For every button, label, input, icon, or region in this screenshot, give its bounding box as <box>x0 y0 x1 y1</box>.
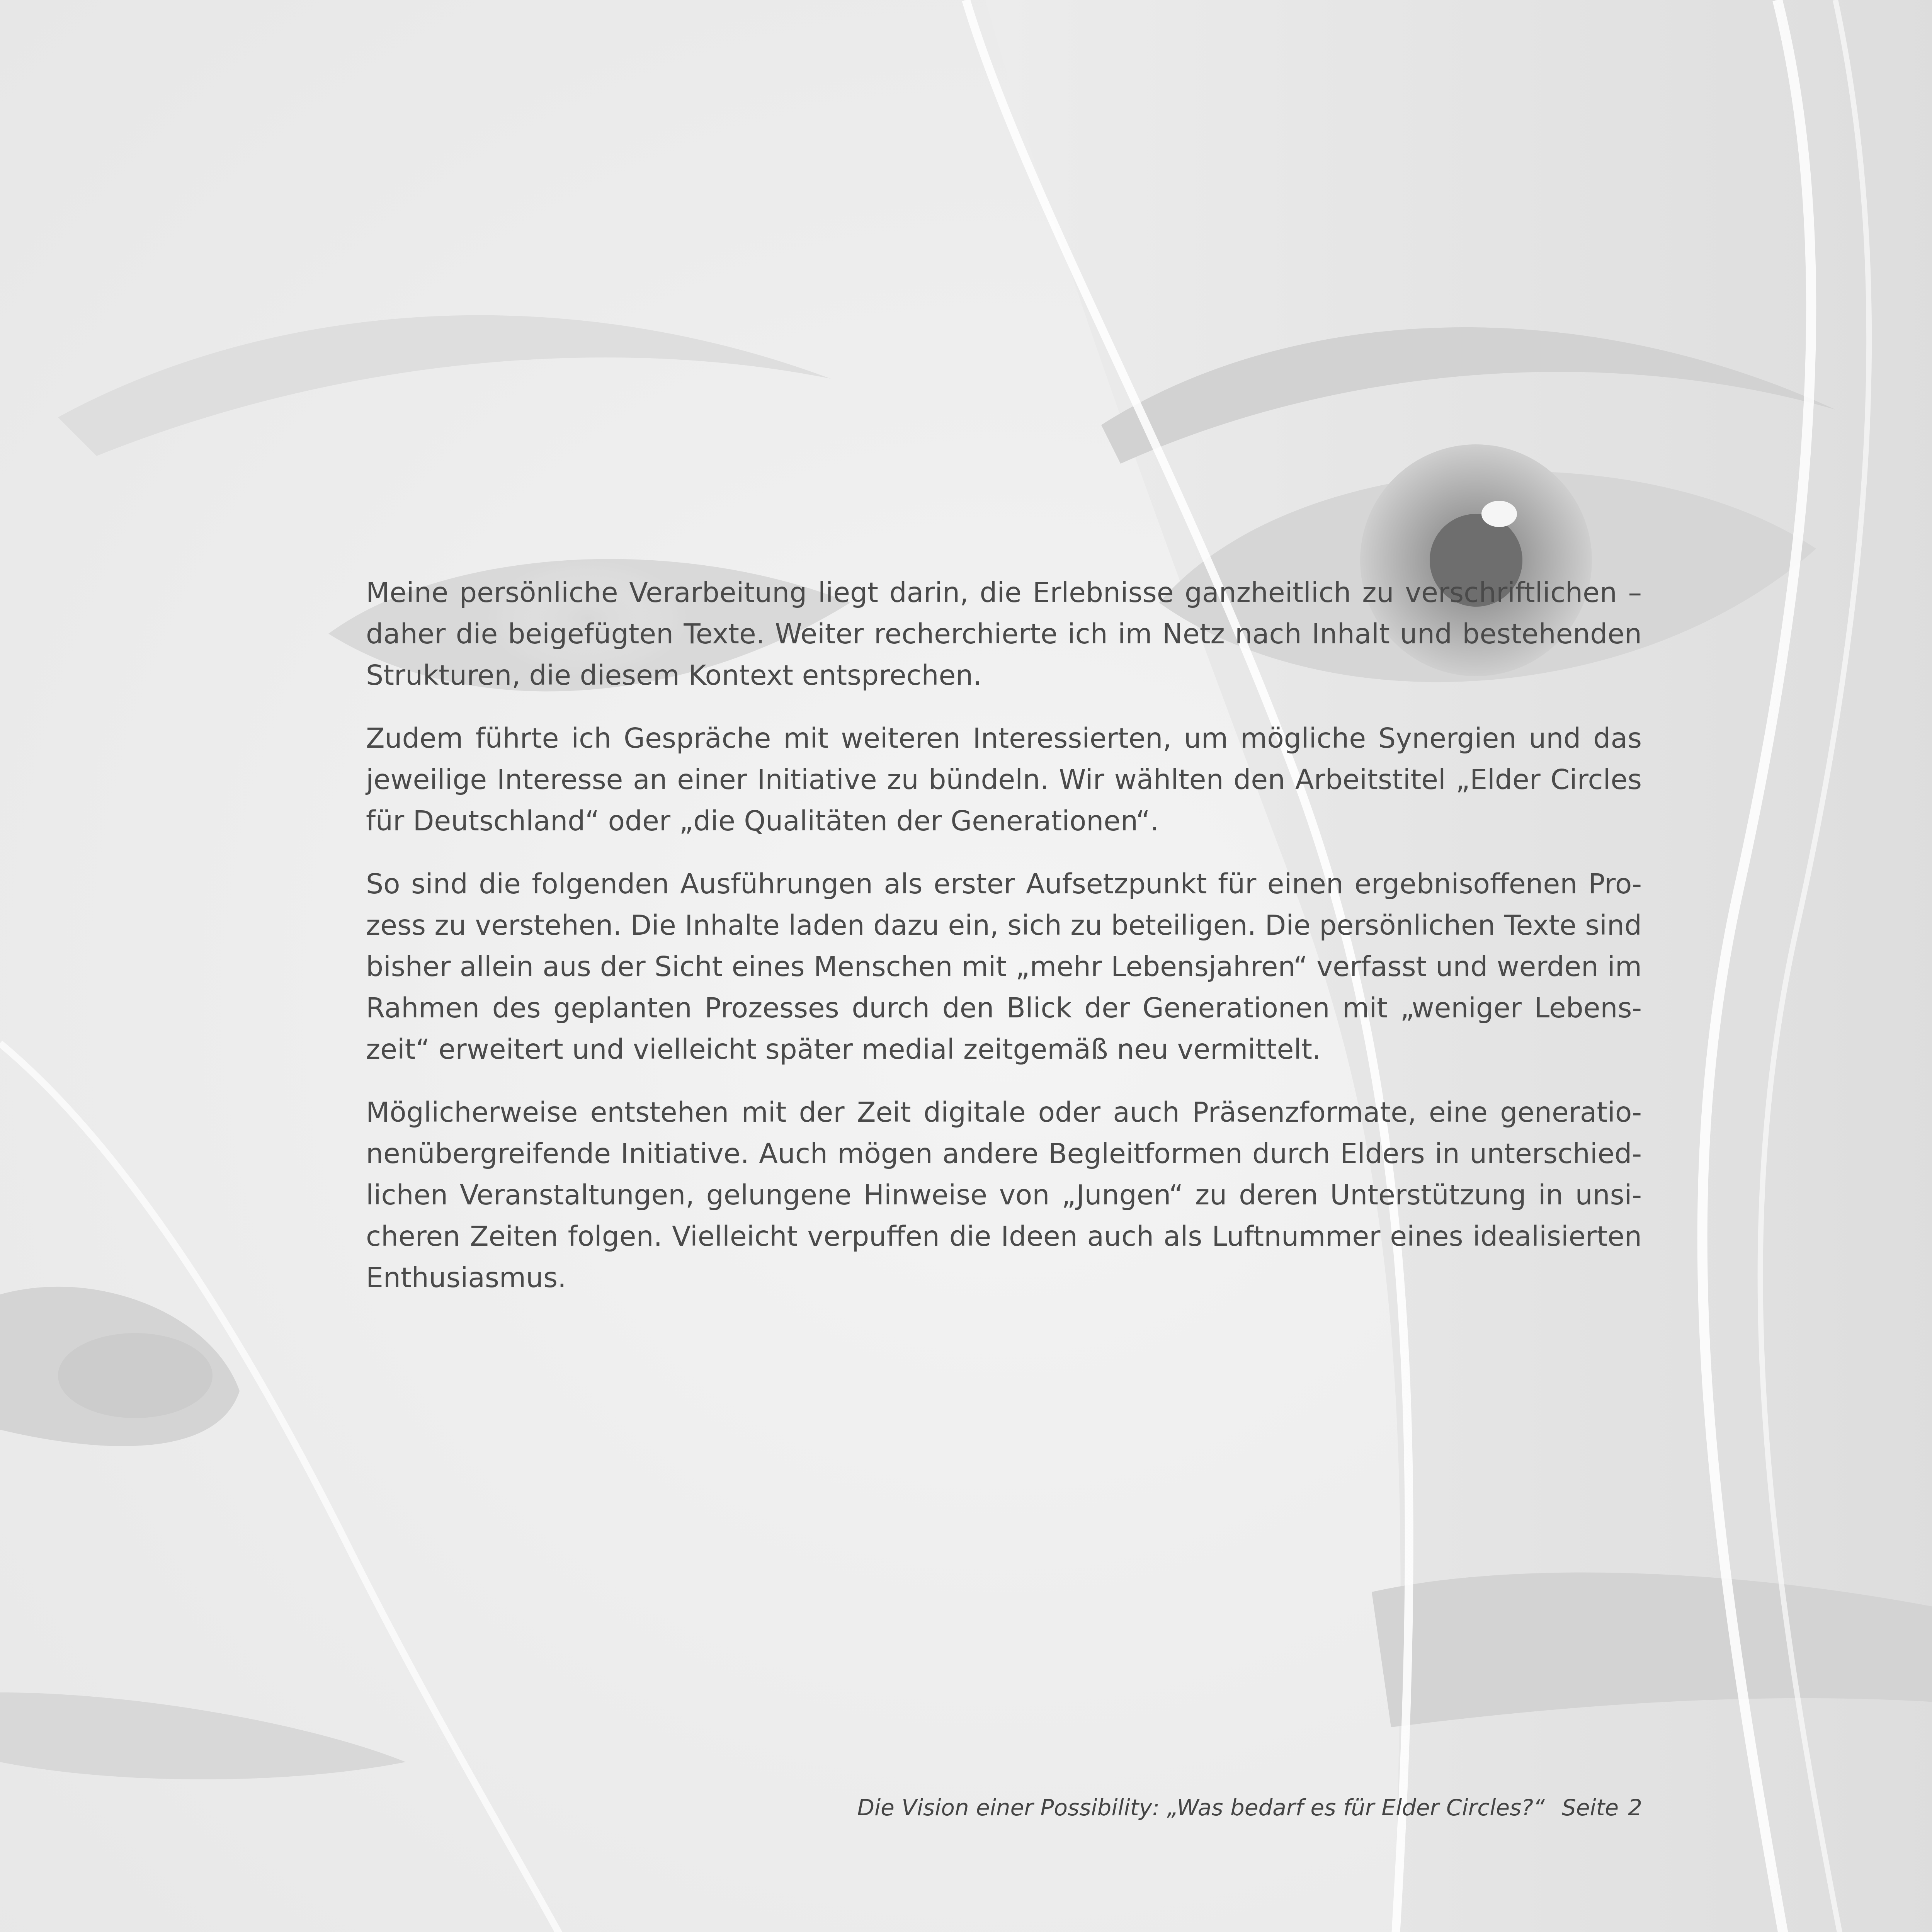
footer-page-label: Seite <box>1562 1794 1619 1821</box>
footer-title: Die Vision einer Possibility: „Was bedarf es für Elder Circles?“ <box>857 1794 1545 1821</box>
paragraph-3: So sind die folgenden Ausführungen als erster Aufsetzpunkt für einen ergebnisoffenen Prozess zu verstehen. Die Inhalte laden dazu ein, sich zu beteiligen. Die persönlichen Texte sind bisher allein aus der Sicht eines Menschen mit „mehr Lebensjahren“ verfasst und werden im Rahmen des geplanten Prozesses durch den Blick der Generationen mit „weniger Lebenszeit“ erweitert und vielleicht später medial zeitgemäß neu vermittelt. <box>366 868 1642 1065</box>
paragraph-4: Möglicherweise entstehen mit der Zeit digitale oder auch Präsenzformate, eine generationenübergreifende Initiative. Auch mögen andere Begleitformen durch Elders in unterschiedlichen Veranstaltungen, gelungene Hinweise von „Jungen“ zu deren Unterstützung in unsicheren Zeiten folgen. Vielleicht verpuffen die Ideen auch als Luftnummer eines idealisierten Enthusiasmus. <box>366 1096 1642 1294</box>
paragraph-1: Meine persönliche Verarbeitung liegt darin, die Erlebnisse ganzheitlich zu verschriftlichen – daher die beigefügten Texte. Weiter recherchierte ich im Netz nach Inhalt und bestehenden Strukturen, die diesem Kontext entsprechen. <box>366 577 1642 691</box>
paragraph-2: Zudem führte ich Gespräche mit weiteren Interessierten, um mögliche Synergien und das jeweilige Interesse an einer Initiative zu bündeln. Wir wählten den Arbeitstitel „Elder Circles für Deutschland“ oder „die Qualitäten der Generationen“. <box>366 722 1642 837</box>
footer-page-number: 2 <box>1628 1794 1642 1821</box>
body-text <box>366 572 1642 1320</box>
page-footer <box>857 1792 1642 1823</box>
